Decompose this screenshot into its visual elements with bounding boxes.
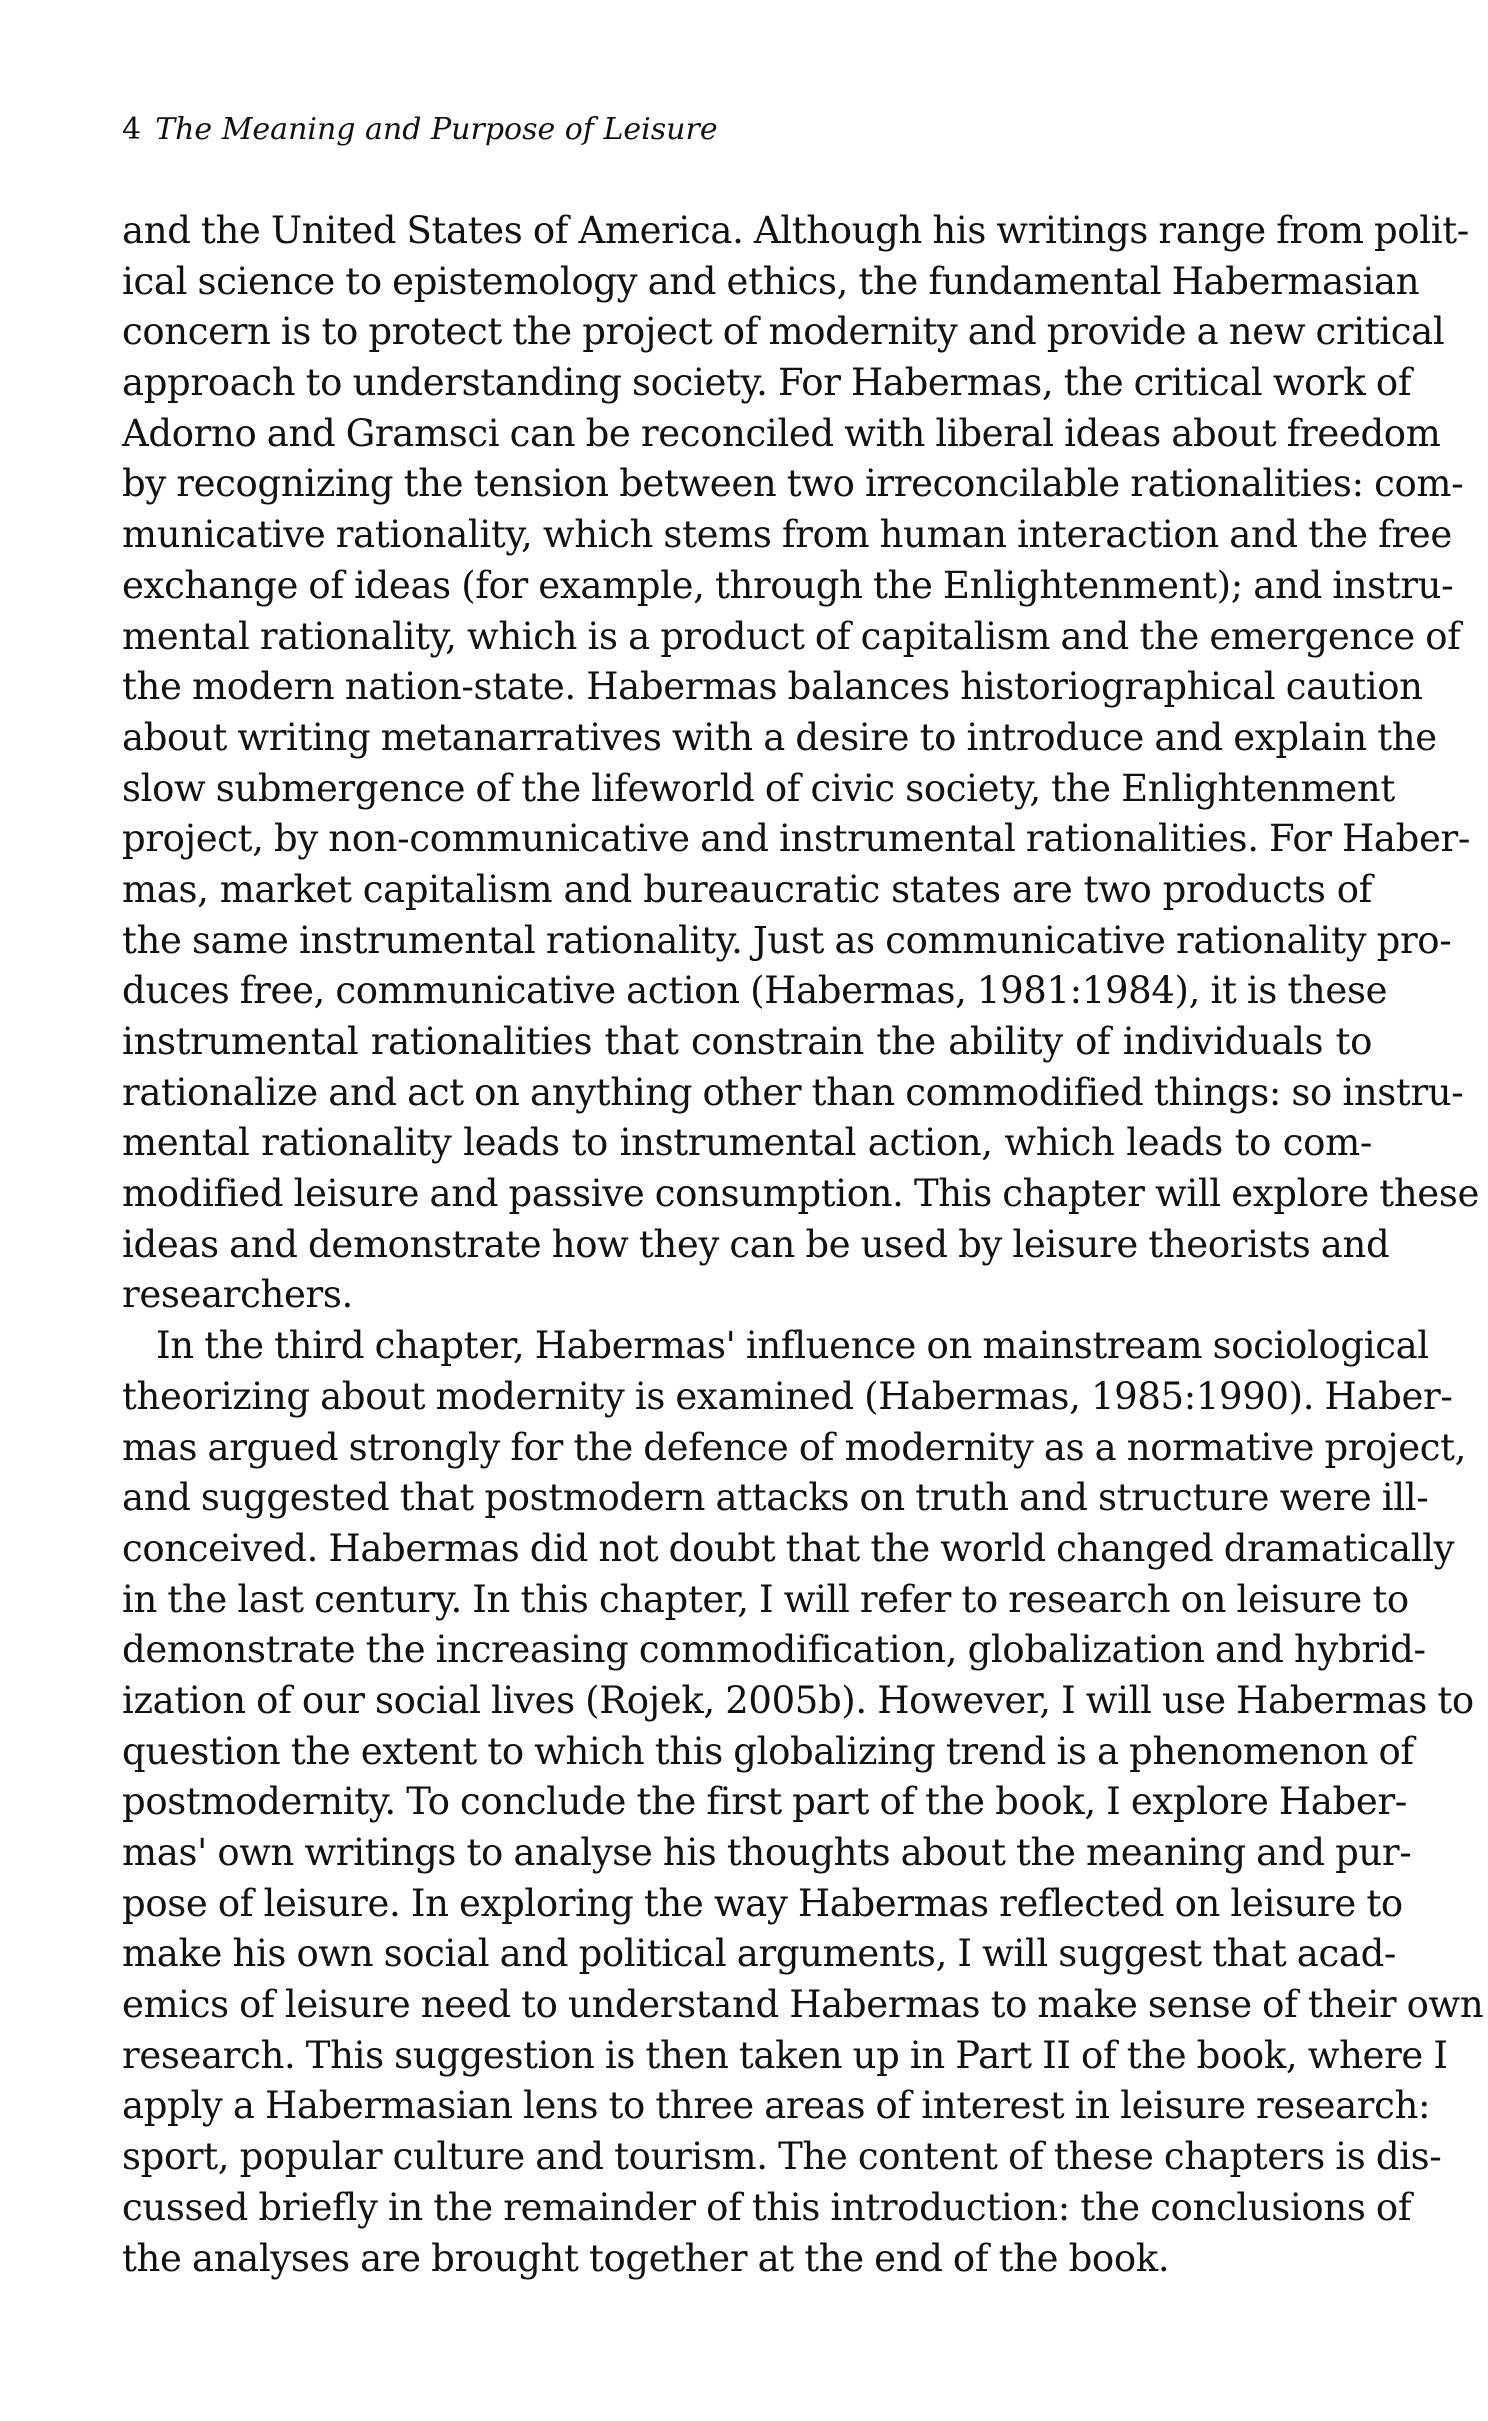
text-line: emics of leisure need to understand Habermas to make sense of their own bbox=[122, 1983, 1484, 2027]
text-line: Adorno and Gramsci can be reconciled with liberal ideas about freedom bbox=[122, 411, 1441, 455]
text-line: exchange of ideas (for example, through the Enlightenment); and instru- bbox=[122, 563, 1454, 607]
text-line: about writing metanarratives with a desire to introduce and explain the bbox=[122, 715, 1437, 759]
text-line: instrumental rationalities that constrain the ability of individuals to bbox=[122, 1020, 1372, 1063]
text-line: mental rationality, which is a product of capitalism and the emergence of bbox=[122, 614, 1461, 658]
text-line: municative rationality, which stems from human interaction and the free bbox=[122, 513, 1452, 557]
text-line: and suggested that postmodern attacks on truth and structure were ill- bbox=[122, 1476, 1429, 1520]
page-number: 4 bbox=[122, 112, 142, 147]
text-line: make his own social and political arguments, I will suggest that acad- bbox=[122, 1932, 1397, 1976]
text-line: cussed briefly in the remainder of this introduction: the conclusions of bbox=[122, 2185, 1412, 2229]
running-head-title: The Meaning and Purpose of Leisure bbox=[155, 112, 718, 147]
text-line: demonstrate the increasing commodification, globalization and hybrid- bbox=[122, 1628, 1426, 1672]
text-line: the analyses are brought together at the end of the book. bbox=[122, 2236, 1170, 2280]
text-line: modified leisure and passive consumption. This chapter will explore these bbox=[122, 1172, 1480, 1216]
text-line: ideas and demonstrate how they can be used by leisure theorists and bbox=[122, 1222, 1390, 1266]
text-line: pose of leisure. In exploring the way Habermas reflected on leisure to bbox=[122, 1881, 1403, 1925]
running-head bbox=[122, 110, 718, 150]
text-line: postmodernity. To conclude the first part of the book, I explore Haber- bbox=[122, 1780, 1407, 1824]
text-line: In the third chapter, Habermas' influence on mainstream sociological bbox=[156, 1324, 1429, 1368]
text-line: duces free, communicative action (Habermas, 1981:1984), it is these bbox=[122, 969, 1388, 1013]
text-line: ical science to epistemology and ethics, the fundamental Habermasian bbox=[122, 259, 1420, 303]
body-text bbox=[122, 206, 1484, 2284]
text-line: mas, market capitalism and bureaucratic states are two products of bbox=[122, 867, 1372, 911]
text-line: mas' own writings to analyse his thoughts about the meaning and pur- bbox=[122, 1831, 1412, 1874]
text-line: question the extent to which this globalizing trend is a phenomenon of bbox=[122, 1729, 1414, 1773]
text-line: research. This suggestion is then taken up in Part II of the book, where I bbox=[122, 2033, 1448, 2077]
text-line: apply a Habermasian lens to three areas of interest in leisure research: bbox=[122, 2084, 1431, 2128]
paragraph bbox=[122, 1321, 1484, 2284]
text-line: project, by non-communicative and instrumental rationalities. For Haber- bbox=[122, 817, 1470, 861]
text-line: slow submergence of the lifeworld of civic society, the Enlightenment bbox=[122, 766, 1395, 810]
text-line: mental rationality leads to instrumental action, which leads to com- bbox=[122, 1121, 1372, 1165]
text-line: conceived. Habermas did not doubt that the world changed dramatically bbox=[122, 1526, 1455, 1570]
text-line: the same instrumental rationality. Just as communicative rationality pro- bbox=[122, 918, 1452, 962]
text-line: mas argued strongly for the defence of modernity as a normative project, bbox=[122, 1425, 1467, 1469]
paragraph bbox=[122, 206, 1480, 1321]
text-line: rationalize and act on anything other than commodified things: so instru- bbox=[122, 1070, 1464, 1114]
text-line: concern is to protect the project of modernity and provide a new critical bbox=[122, 310, 1445, 354]
text-line: by recognizing the tension between two irreconcilable rationalities: com- bbox=[122, 462, 1464, 506]
text-line: approach to understanding society. For Habermas, the critical work of bbox=[122, 361, 1412, 405]
text-line: ization of our social lives (Rojek, 2005b). However, I will use Habermas to bbox=[122, 1678, 1474, 1722]
text-line: the modern nation-state. Habermas balances historiographical caution bbox=[122, 665, 1423, 709]
text-line: sport, popular culture and tourism. The content of these chapters is dis- bbox=[122, 2135, 1442, 2179]
text-line: researchers. bbox=[122, 1273, 353, 1317]
text-line: theorizing about modernity is examined (Habermas, 1985:1990). Haber- bbox=[122, 1374, 1453, 1418]
text-line: and the United States of America. Although his writings range from polit- bbox=[122, 209, 1469, 252]
text-line: in the last century. In this chapter, I will refer to research on leisure to bbox=[122, 1577, 1409, 1621]
